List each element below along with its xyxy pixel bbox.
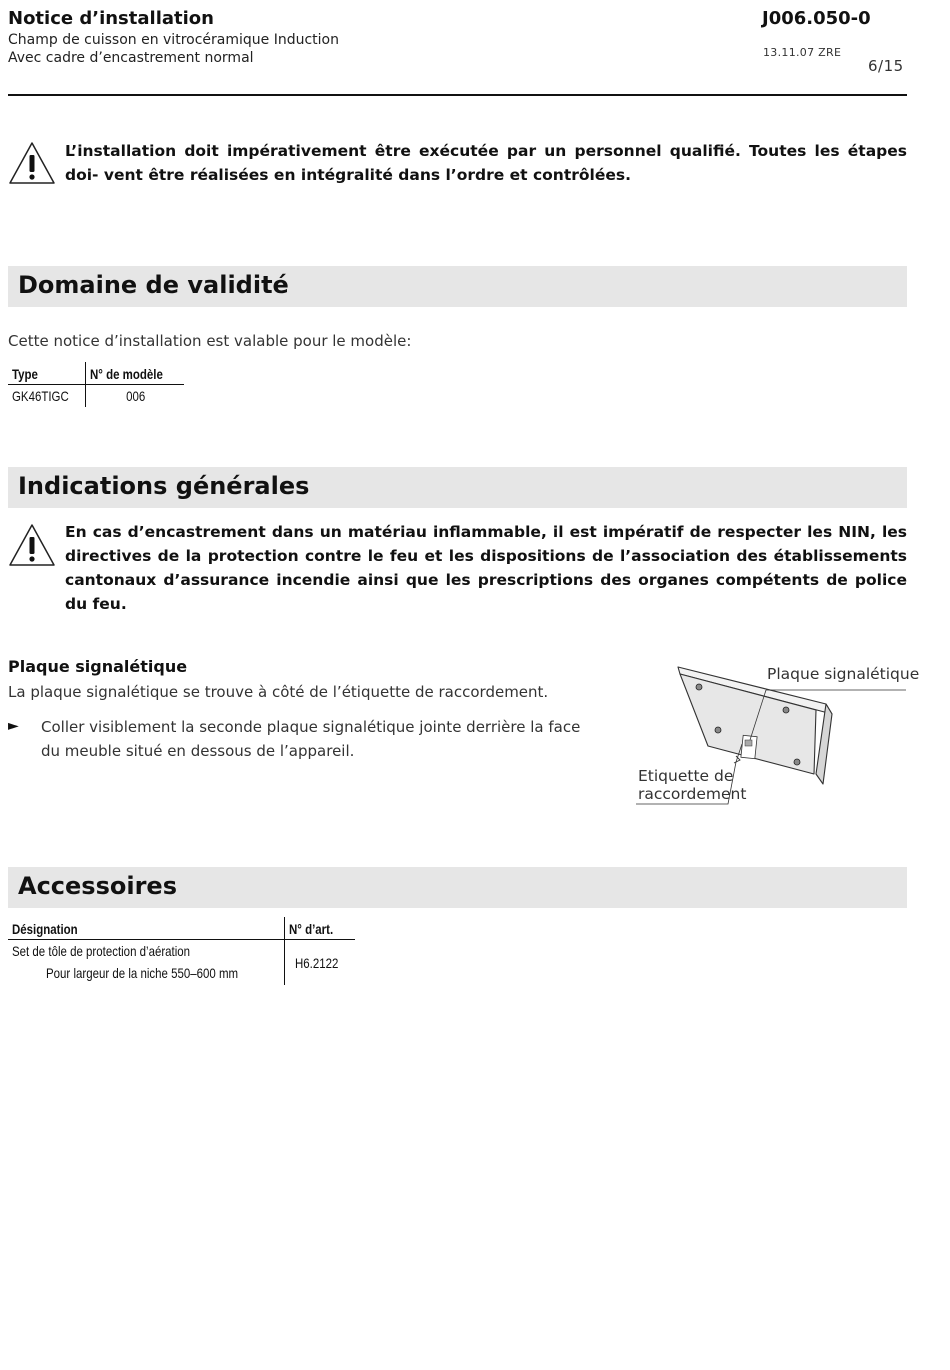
table-row [8,940,355,986]
accessory-niche-width: Pour largeur de la niche 550–600 mm [46,965,239,981]
warning-triangle-icon [8,523,56,567]
accessory-designation-cell [8,940,285,986]
document-subtitle-1: Champ de cuisson en vitrocéramique Induction [8,32,339,48]
figure-label-connection-1: Etiquette de [638,767,734,785]
page-number: 6/15 [868,57,904,75]
document-title: Notice d’installation [8,8,214,29]
document-date: 13.11.07 ZRE [763,46,842,59]
accessories-header-article: N° d’art. [285,917,356,940]
fire-safety-warning: En cas d’encastrement dans un matériau inflammable, il est impératif de respecter les NIN, les directives de la protection contre le feu et les dispositions de l’association des établissements cantonaux d’assurance incendie ainsi que les prescriptions des organes compétents de police du feu. [65,523,907,613]
installation-warning: L’installation doit impérativement être exécutée par un personnel qualifié. Toutes les étapes doi- vent être réalisées en intégralité dans l’ordre et contrôlées. [65,142,907,184]
bullet-arrow-icon: ► [8,718,19,734]
document-subtitle-2: Avec cadre d’encastrement normal [8,50,254,66]
accessories-header-designation: Désignation [8,917,285,940]
warning-triangle-icon [8,141,56,185]
accessory-name: Set de tôle de protection d’aération [12,943,191,959]
rating-plate-text: La plaque signalétique se trouve à côté de l’étiquette de raccordement. [8,683,549,701]
section-accessories-title: Accessoires [18,872,177,900]
header-rule [8,94,907,96]
model-number-cell: 006 [125,388,145,404]
figure-label-connection-2: raccordement [638,785,747,803]
section-validity-bar [8,266,907,307]
section-general-bar [8,467,907,508]
rating-plate-instruction: Coller visiblement la seconde plaque signalétique jointe derrière la face du meuble situé en dessous de l’appareil. [41,718,581,760]
model-table-header-type: Type [8,362,86,385]
table-row [8,385,184,408]
validity-intro: Cette notice d’installation est valable pour le modèle: [8,332,412,350]
model-type-cell: GK46TIGC [8,385,86,408]
section-accessories-bar [8,867,907,908]
model-table-header-model: N° de modèle [86,362,185,385]
document-number: J006.050-0 [762,8,871,29]
model-table [8,362,184,407]
section-general-title: Indications générales [18,472,310,500]
accessories-table [8,917,355,985]
rating-plate-heading: Plaque signalétique [8,657,188,676]
accessory-article-cell: H6.2122 [295,954,339,971]
section-validity-title: Domaine de validité [18,271,289,299]
figure-label-plate: Plaque signalétique [767,665,920,683]
